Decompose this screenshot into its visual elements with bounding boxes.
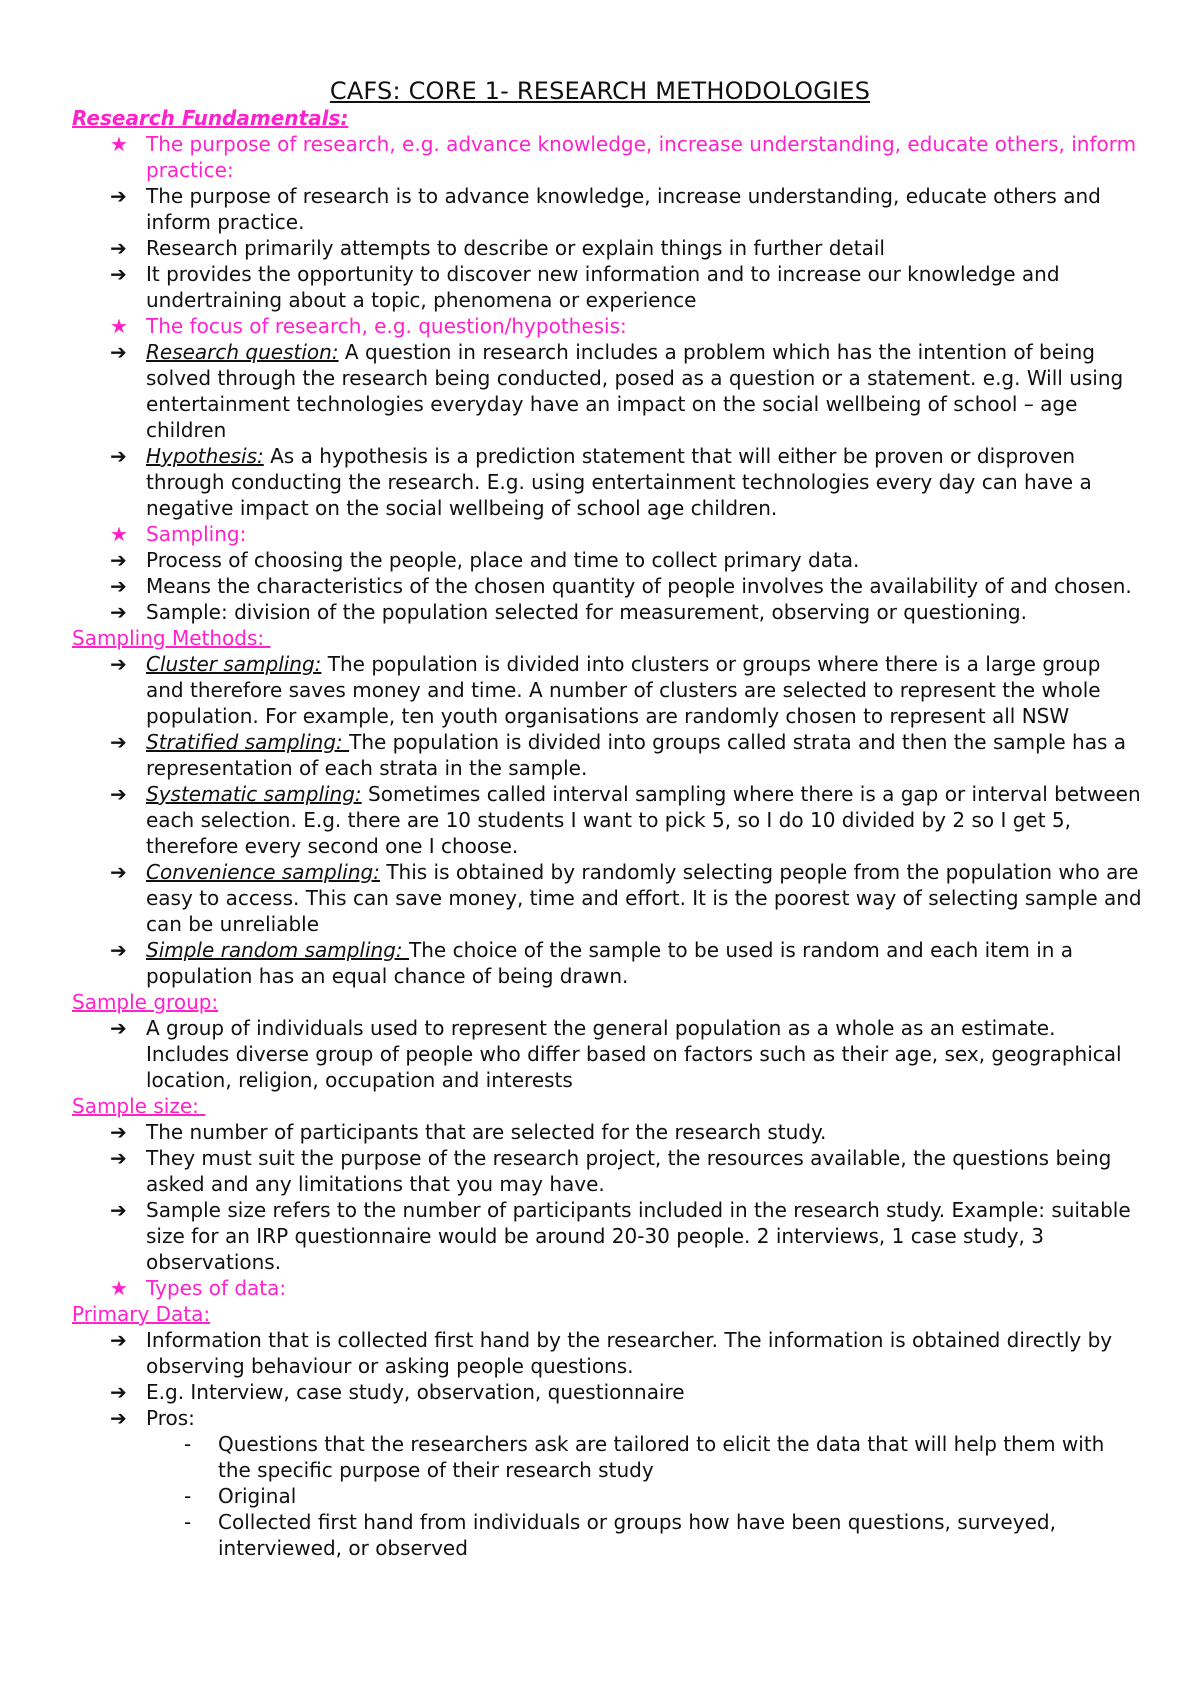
bullet-item [72, 547, 1142, 573]
heading-sample-group: Sample group: [72, 990, 219, 1014]
star-item [72, 521, 1142, 547]
star-text: The purpose of research, e.g. advance knowledge, increase understanding, educate others, inform practice: [146, 132, 1137, 182]
arrow-icon: ➔ [110, 262, 127, 286]
term-label: Hypothesis: [146, 444, 264, 468]
dash-item [72, 1509, 1142, 1561]
bullet-text: Sometimes called interval sampling where there is a gap or interval between each selection. E.g. there are 10 students I want to pick 5, so I do 10 divided by 2 so I get 5, therefore every second one I choose. [146, 782, 1141, 858]
arrow-icon: ➔ [110, 1120, 127, 1144]
dash-text: Questions that the researchers ask are tailored to elicit the data that will help them with the specific purpose of their research study [218, 1432, 1105, 1482]
bullet-text: The population is divided into groups called strata and then the sample has a representation of each strata in the sample. [146, 730, 1126, 780]
star-icon: ★ [110, 314, 128, 338]
heading-sample-size: Sample size: [72, 1094, 206, 1118]
arrow-icon: ➔ [110, 1380, 127, 1404]
bullet-text: Means the characteristics of the chosen quantity of people involves the availability of and chosen. [146, 574, 1132, 598]
bullet-text: As a hypothesis is a prediction statement that will either be proven or disproven through conducting the research. E.g. using entertainment technologies every day can have a negative impact on the social wellbeing of school age children. [146, 444, 1092, 520]
arrow-icon: ➔ [110, 548, 127, 572]
term-label: Simple random sampling: [146, 938, 410, 962]
bullet-text: Sample size refers to the number of participants included in the research study. Example: suitable size for an IRP questionnaire would be around 20-30 people. 2 interviews, 1 case study, 3 observations. [146, 1198, 1131, 1274]
bullet-text: Research primarily attempts to describe or explain things in further detail [146, 236, 885, 260]
arrow-icon: ➔ [110, 1146, 127, 1170]
star-item [72, 1275, 1142, 1301]
heading-research-fundamentals: Research Fundamentals: [72, 106, 349, 130]
bullet-text: Information that is collected first hand by the researcher. The information is obtained directly by observing behaviour or asking people questions. [146, 1328, 1113, 1378]
star-item [72, 131, 1142, 183]
bullet-item [72, 859, 1142, 937]
star-text: Sampling: [146, 522, 247, 546]
arrow-icon: ➔ [110, 1328, 127, 1352]
bullet-item [72, 1327, 1142, 1379]
arrow-icon: ➔ [110, 236, 127, 260]
star-icon: ★ [110, 522, 128, 546]
star-item [72, 313, 1142, 339]
arrow-icon: ➔ [110, 860, 127, 884]
bullet-item [72, 339, 1142, 443]
bullet-item [72, 1119, 1142, 1145]
bullet-text: A question in research includes a problem which has the intention of being solved through the research being conducted, posed as a question or a statement. e.g. Will using entertainment technologies everyday have an impact on the social wellbeing of school – age children [146, 340, 1124, 442]
bullet-item [72, 261, 1142, 313]
star-text: The focus of research, e.g. question/hypothesis: [146, 314, 627, 338]
bullet-text: A group of individuals used to represent the general population as a whole as an estimate. Includes diverse group of people who differ based on factors such as their age, sex, geographical location, religion, occupation and interests [146, 1016, 1122, 1092]
bullet-item [72, 1197, 1142, 1275]
bullet-item [72, 729, 1142, 781]
term-label: Research question: [146, 340, 339, 364]
bullet-item [72, 651, 1142, 729]
bullet-text: They must suit the purpose of the research project, the resources available, the questions being asked and any limitations that you may have. [146, 1146, 1112, 1196]
term-label: Cluster sampling: [146, 652, 322, 676]
arrow-icon: ➔ [110, 938, 127, 962]
star-icon: ★ [110, 1276, 128, 1300]
dash-item [72, 1431, 1142, 1483]
bullet-text: The choice of the sample to be used is random and each item in a population has an equal chance of being drawn. [146, 938, 1074, 988]
bullet-item [72, 937, 1142, 989]
arrow-icon: ➔ [110, 652, 127, 676]
bullet-text: E.g. Interview, case study, observation, questionnaire [146, 1380, 685, 1404]
bullet-text: This is obtained by randomly selecting people from the population who are easy to access. This can save money, time and effort. It is the poorest way of selecting sample and can be unreliable [146, 860, 1142, 936]
star-text: Types of data: [146, 1276, 287, 1300]
dash-item [72, 1483, 1142, 1509]
bullet-item [72, 235, 1142, 261]
dash-text: Collected first hand from individuals or groups how have been questions, surveyed, interviewed, or observed [218, 1510, 1056, 1560]
bullet-item [72, 781, 1142, 859]
document-body [72, 105, 1142, 1561]
bullet-item [72, 1405, 1142, 1431]
heading-primary-data: Primary Data: [72, 1302, 211, 1326]
term-label: Systematic sampling: [146, 782, 362, 806]
bullet-item [72, 183, 1142, 235]
bullet-item [72, 443, 1142, 521]
bullet-item [72, 1015, 1142, 1093]
arrow-icon: ➔ [110, 1016, 127, 1040]
term-label: Convenience sampling: [146, 860, 380, 884]
page-title: CAFS: CORE 1- RESEARCH METHODOLOGIES [329, 77, 871, 105]
star-icon: ★ [110, 132, 128, 156]
heading-sampling-methods: Sampling Methods: [72, 626, 271, 650]
bullet-item [72, 599, 1142, 625]
arrow-icon: ➔ [110, 184, 127, 208]
arrow-icon: ➔ [110, 444, 127, 468]
arrow-icon: ➔ [110, 730, 127, 754]
bullet-text: Sample: division of the population selected for measurement, observing or questioning. [146, 600, 1027, 624]
bullet-item [72, 1379, 1142, 1405]
bullet-item [72, 1145, 1142, 1197]
dash-icon: - [184, 1484, 192, 1508]
bullet-text: The population is divided into clusters or groups where there is a large group and therefore saves money and time. A number of clusters are selected to represent the whole population. For example, ten youth organisations are randomly chosen to represent all NSW [146, 652, 1101, 728]
arrow-icon: ➔ [110, 574, 127, 598]
arrow-icon: ➔ [110, 1406, 127, 1430]
arrow-icon: ➔ [110, 1198, 127, 1222]
arrow-icon: ➔ [110, 782, 127, 806]
arrow-icon: ➔ [110, 340, 127, 364]
dash-icon: - [184, 1432, 192, 1456]
dash-icon: - [184, 1510, 192, 1534]
bullet-text: The number of participants that are selected for the research study. [146, 1120, 827, 1144]
bullet-text: The purpose of research is to advance knowledge, increase understanding, educate others and inform practice. [146, 184, 1101, 234]
term-label: Stratified sampling: [146, 730, 350, 754]
dash-text: Original [218, 1484, 297, 1508]
bullet-text: Pros: [146, 1406, 195, 1430]
arrow-icon: ➔ [110, 600, 127, 624]
bullet-text: Process of choosing the people, place and time to collect primary data. [146, 548, 860, 572]
bullet-text: It provides the opportunity to discover new information and to increase our knowledge and undertraining about a topic, phenomena or experience [146, 262, 1060, 312]
bullet-item [72, 573, 1142, 599]
